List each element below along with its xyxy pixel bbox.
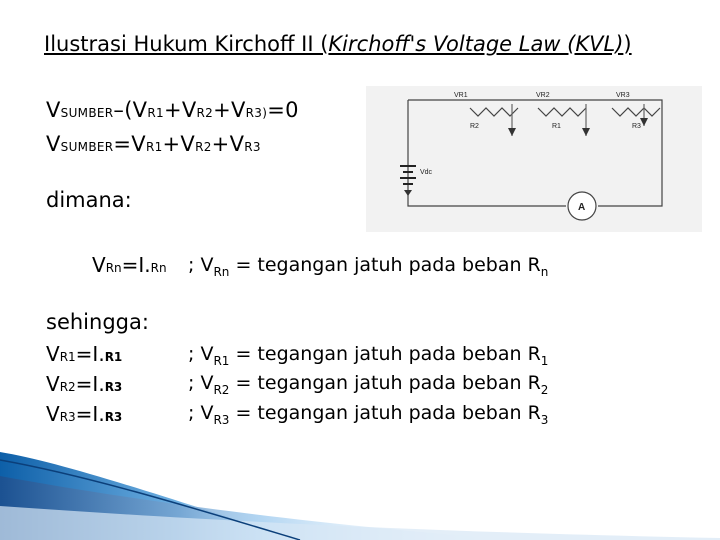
formula-r2: VR2=I.R3 [46, 372, 123, 396]
general-description: ; $V_{Rn}$ = tegangan jatuh pada beban $R_n$ [188, 254, 549, 279]
formula-r1: VR1=I.R1 [46, 342, 123, 366]
label-r3: R3 [632, 123, 641, 130]
label-vr2: VR2 [536, 92, 550, 99]
equation-kvl-1: VSUMBER–(VR1+VR2+VR3)=0 [46, 98, 299, 122]
title-close: ) [623, 32, 632, 56]
description-r3: ; $V_{R3}$ = tegangan jatuh pada beban $R_3$ [188, 402, 549, 427]
ammeter-label: A [578, 202, 586, 213]
equation-kvl-2: VSUMBER=VR1+VR2+VR3 [46, 132, 261, 156]
bottom-wave-decoration [0, 446, 720, 540]
label-vr1: VR1 [454, 92, 468, 99]
kvl-circuit-diagram [366, 86, 702, 232]
dimana-label: dimana: [46, 188, 132, 212]
title-main: Ilustrasi Hukum Kirchoff II ( [44, 32, 329, 56]
label-r1: R1 [552, 123, 561, 130]
title-italic: Kirchoff's Voltage Law (KVL) [328, 32, 624, 56]
label-vdc: Vdc [420, 169, 433, 176]
general-formula: VRn=I.Rn [92, 253, 167, 277]
description-r2: ; $V_{R2}$ = tegangan jatuh pada beban $R_2$ [188, 372, 549, 397]
circuit-background [366, 86, 702, 232]
sehingga-label: sehingga: [46, 310, 149, 334]
formula-r3: VR3=I.R3 [46, 402, 123, 426]
description-r1: ; $V_{R1}$ = tegangan jatuh pada beban $R_1$ [188, 343, 549, 368]
label-r2: R2 [470, 123, 479, 130]
slide-title [44, 32, 632, 56]
label-vr3: VR3 [616, 92, 630, 99]
